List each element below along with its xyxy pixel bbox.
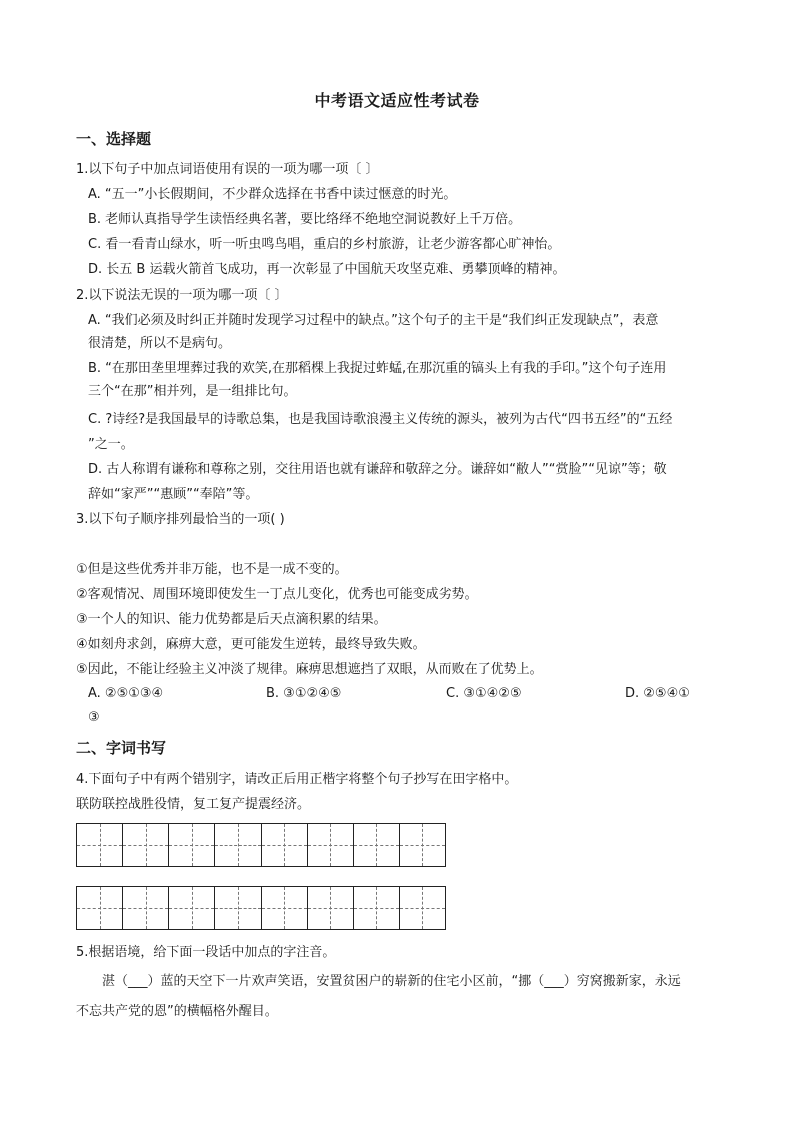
tianzige-cell[interactable] — [77, 887, 123, 929]
tianzige-grid-row-2 — [76, 886, 446, 930]
question-3-stem: 3.以下句子顺序排列最恰当的一项( ) — [76, 512, 285, 527]
question-3-sentence-4: ④如刻舟求剑，麻痹大意，更可能发生逆转，最终导致失败。 — [76, 637, 426, 652]
tianzige-cell[interactable] — [169, 887, 215, 929]
section-heading-choice: 一、选择题 — [76, 130, 152, 148]
question-2-stem: 2.以下说法无误的一项为哪一项〔 〕 — [76, 288, 288, 303]
tianzige-cell[interactable] — [169, 824, 215, 866]
question-2-option-d-line2: 辞如“家严”“惠顾”“奉陪”等。 — [88, 487, 259, 502]
tianzige-cell[interactable] — [262, 887, 308, 929]
section-heading-words: 二、字词书写 — [76, 739, 167, 757]
question-2-option-c-line1: C. ?诗经?是我国最早的诗歌总集，也是我国诗歌浪漫主义传统的源头，被列为古代“四书五经”的“五经 — [88, 412, 673, 427]
tianzige-cell[interactable] — [354, 887, 400, 929]
question-2-option-c-line2: ”之一。 — [88, 437, 134, 452]
tianzige-cell[interactable] — [354, 824, 400, 866]
question-1-option-d: D. 长五 B 运载火箭首飞成功，再一次彰显了中国航天攻坚克难、勇攀顶峰的精神。 — [88, 262, 566, 277]
question-4-stem: 4.下面句子中有两个错别字，请改正后用正楷字将整个句子抄写在田字格中。 — [76, 772, 518, 787]
question-2-option-a-line2: 很清楚，所以不是病句。 — [88, 336, 232, 351]
question-2-option-b-line1: B. “在那田垄里埋葬过我的欢笑,在那稻棵上我捉过蚱蜢,在那沉重的镐头上有我的手印。”这个句子连用 — [88, 361, 667, 376]
question-3-option-c: C. ③①④②⑤ — [446, 686, 522, 701]
question-5-passage-line2: 不忘共产党的恩”的横幅格外醒目。 — [76, 1004, 278, 1019]
question-1-option-a: A. “五一”小长假期间，不少群众选择在书香中读过惬意的时光。 — [88, 187, 457, 202]
question-4-sentence: 联防联控战胜役情，复工复产提震经济。 — [76, 797, 311, 812]
question-3-sentence-5: ⑤因此，不能让经验主义冲淡了规律。麻痹思想遮挡了双眼，从而败在了优势上。 — [76, 662, 543, 677]
question-3-option-a: A. ②⑤①③④ — [88, 686, 164, 701]
question-1-option-b: B. 老师认真指导学生读悟经典名著，要比络绎不绝地空洞说教好上千万倍。 — [88, 212, 522, 227]
tianzige-cell[interactable] — [123, 824, 169, 866]
question-2-option-a-line1: A. “我们必须及时纠正并随时发现学习过程中的缺点。”这个句子的主干是“我们纠正发现缺点”，表意 — [88, 313, 659, 328]
tianzige-grid-row-1 — [76, 823, 446, 867]
question-5-passage-line1: 湛（___）蓝的天空下一片欢声笑语，安置贫困户的崭新的住宅小区前，“挪（___）穷窝搬新家，永远 — [102, 974, 681, 989]
question-1-stem: 1.以下句子中加点词语使用有误的一项为哪一项〔 〕 — [76, 162, 379, 177]
tianzige-cell[interactable] — [308, 887, 354, 929]
page-title: 中考语文适应性考试卷 — [314, 91, 480, 110]
tianzige-cell[interactable] — [215, 824, 261, 866]
tianzige-cell[interactable] — [400, 887, 445, 929]
question-3-sentence-2: ②客观情况、周围环境即使发生一丁点儿变化，优秀也可能变成劣势。 — [76, 587, 478, 602]
tianzige-cell[interactable] — [262, 824, 308, 866]
tianzige-cell[interactable] — [123, 887, 169, 929]
question-3-sentence-1: ①但是这些优秀并非万能，也不是一成不变的。 — [76, 562, 348, 577]
question-5-stem: 5.根据语境，给下面一段话中加点的字注音。 — [76, 945, 336, 960]
tianzige-cell[interactable] — [308, 824, 354, 866]
question-2-option-d-line1: D. 古人称谓有谦称和尊称之别，交往用语也就有谦辞和敬辞之分。谦辞如“敝人”“赏脸”“见谅”等；敬 — [88, 462, 667, 477]
question-3-option-d: D. ②⑤④① — [625, 686, 690, 701]
question-3-sentence-3: ③一个人的知识、能力优势都是后天点滴积累的结果。 — [76, 612, 387, 627]
question-3-option-b: B. ③①②④⑤ — [266, 686, 342, 701]
tianzige-cell[interactable] — [215, 887, 261, 929]
tianzige-cell[interactable] — [77, 824, 123, 866]
tianzige-cell[interactable] — [400, 824, 445, 866]
question-1-option-c: C. 看一看青山绿水，听一听虫鸣鸟唱，重启的乡村旅游，让老少游客都心旷神怡。 — [88, 237, 561, 252]
question-2-option-b-line2: 三个“在那”相并列，是一组排比句。 — [88, 384, 297, 399]
question-3-option-d-wrap: ③ — [88, 710, 100, 725]
